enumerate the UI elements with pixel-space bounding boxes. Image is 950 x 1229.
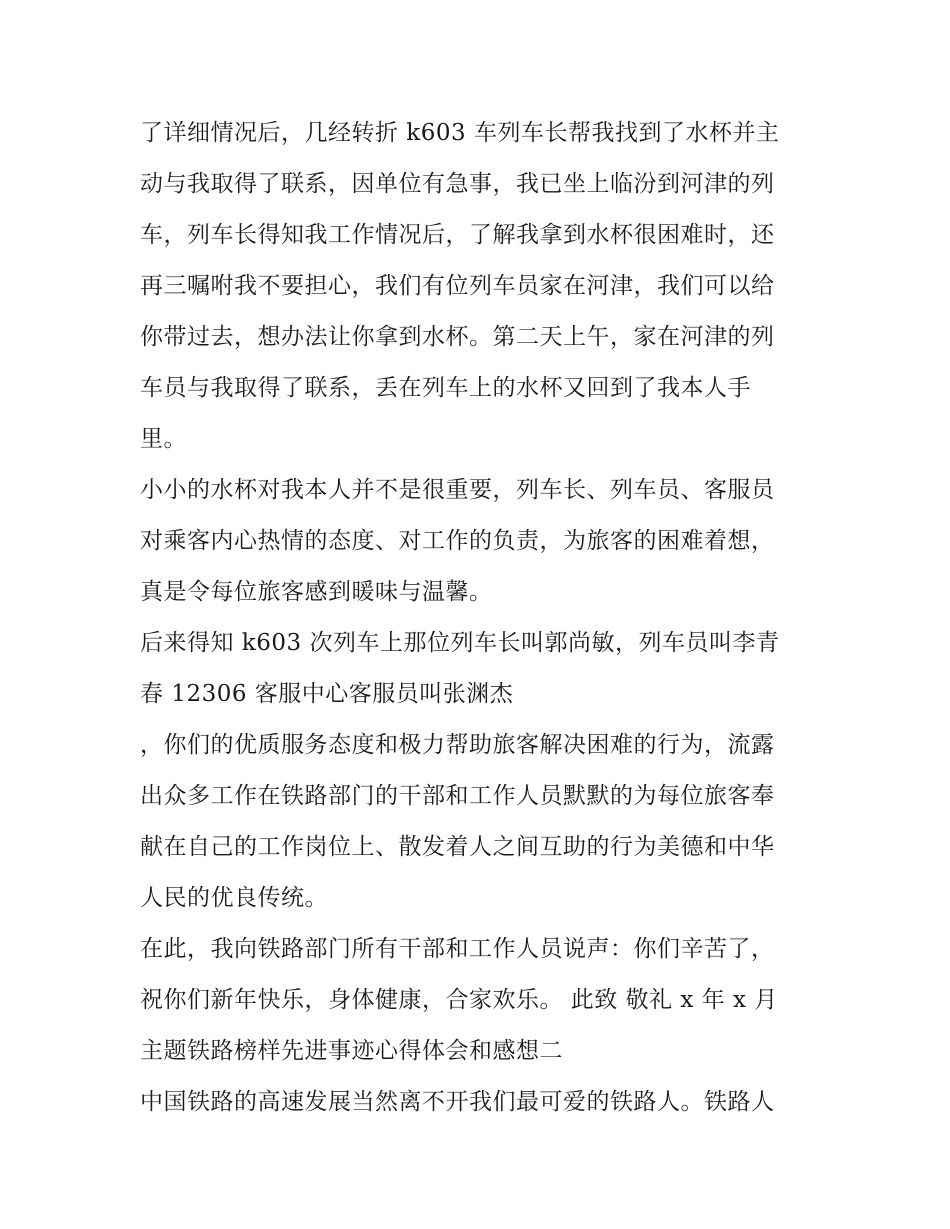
section-heading: 主题铁路榜样先进事迹心得体会和感想二 [140,1038,563,1064]
text-line: 真是令每位旅客感到暖味与温馨。 [140,579,493,605]
text-line: 了详细情况后，几经转折 k603 车列车长帮我找到了水杯并主 [140,120,780,146]
text-line: ，你们的优质服务态度和极力帮助旅客解决困难的行为，流露 [140,732,775,758]
text-line: 你带过去，想办法让你拿到水杯。第二天上午，家在河津的列 [140,324,775,350]
text-line: 再三嘱咐我不要担心，我们有位列车员家在河津，我们可以给 [140,273,775,299]
text-line: 在此，我向铁路部门所有干部和工作人员说声：你们辛苦了， [140,936,775,962]
text-line: 小小的水杯对我本人并不是很重要，列车长、列车员、客服员 [140,477,775,503]
document-body [140,108,820,1128]
text-line: 献在自己的工作岗位上、散发着人之间互助的行为美德和中华 [140,834,775,860]
text-line: 祝你们新年快乐，身体健康，合家欢乐。 此致 敬礼 x 年 x 月 [140,987,778,1013]
text-line: 中国铁路的高速发展当然离不开我们最可爱的铁路人。铁路人 [140,1089,775,1115]
text-line: 动与我取得了联系，因单位有急事，我已坐上临汾到河津的列 [140,171,775,197]
text-line: 车员与我取得了联系，丢在列车上的水杯又回到了我本人手 [140,375,751,401]
text-line: 后来得知 k603 次列车上那位列车长叫郭尚敏，列车员叫李青 [140,630,780,656]
text-line: 车，列车长得知我工作情况后，了解我拿到水杯很困难时，还 [140,222,775,248]
text-line: 春 12306 客服中心客服员叫张渊杰 [140,681,514,707]
text-line: 出众多工作在铁路部门的干部和工作人员默默的为每位旅客奉 [140,783,775,809]
text-line: 人民的优良传统。 [140,885,328,911]
text-line: 对乘客内心热情的态度、对工作的负责，为旅客的困难着想， [140,528,775,554]
text-line: 里。 [140,426,187,452]
